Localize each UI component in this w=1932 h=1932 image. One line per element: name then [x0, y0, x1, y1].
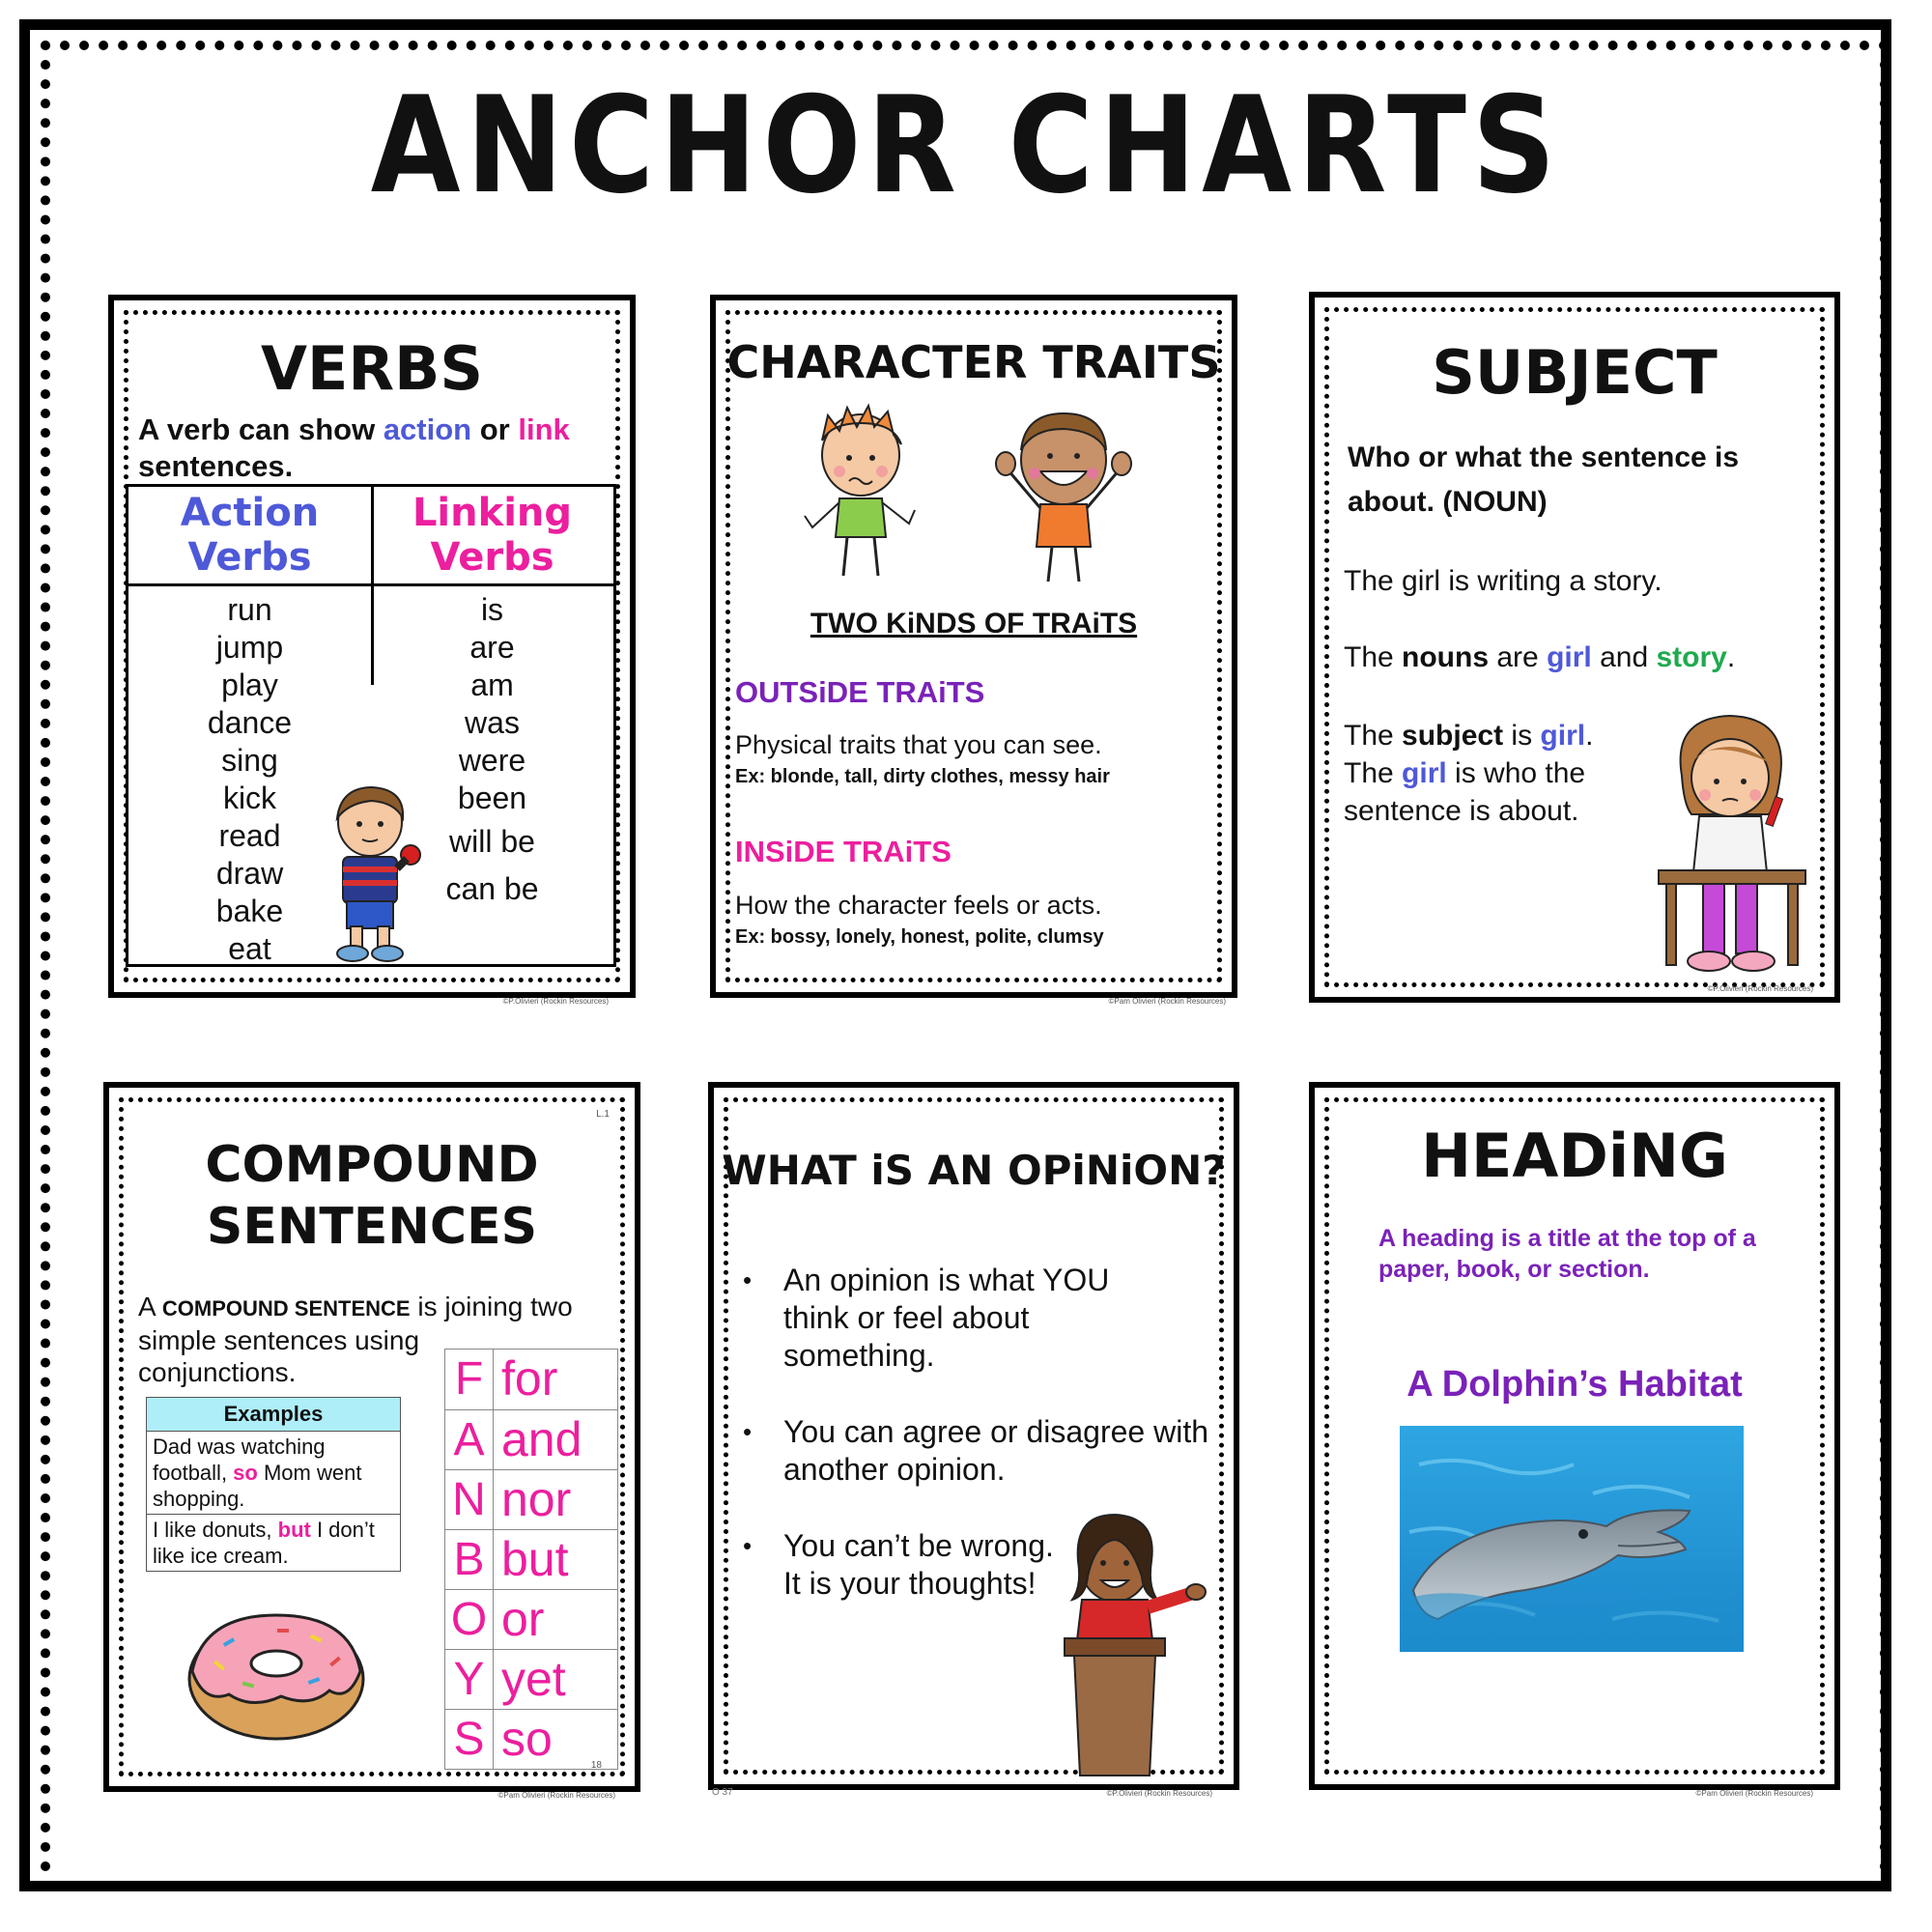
corner-label: O 37	[712, 1787, 733, 1798]
fanboys-row	[445, 1469, 617, 1529]
ex1-a: Dad was watching football,	[153, 1435, 326, 1485]
subj-word: subject	[1402, 720, 1504, 752]
list-item: were	[458, 743, 526, 778]
list-item: will be	[449, 824, 535, 859]
bullet-text: An opinion is what YOU think or feel about something.	[783, 1263, 1110, 1373]
nouns-word: nouns	[1402, 641, 1490, 673]
fanboys-letter: S	[445, 1710, 494, 1770]
list-item: is	[480, 592, 504, 627]
subject-card	[1309, 292, 1840, 1003]
who-text-b: is who the	[1446, 757, 1586, 789]
action-verbs-header	[128, 487, 371, 583]
compound-intro-line2: simple sentences using	[138, 1325, 420, 1355]
list-item: are	[469, 630, 515, 665]
verbs-table	[126, 484, 616, 967]
happy-boy-illustration	[986, 402, 1141, 585]
outside-traits-examples: Ex: blonde, tall, dirty clothes, messy hair	[735, 766, 1110, 787]
copyright-note: ©P.Olivieri (Rockin Resources)	[1707, 984, 1813, 993]
example-sentence: The girl is writing a story.	[1344, 565, 1662, 597]
bullet-item	[743, 1527, 1073, 1603]
heading-card	[1309, 1082, 1840, 1798]
compound-intro-line3: conjunctions.	[138, 1357, 297, 1387]
fanboys-row	[445, 1589, 617, 1649]
compound-title-line2: SENTENCES	[206, 1198, 538, 1256]
subject-line	[1344, 717, 1593, 754]
compound-title-line1: COMPOUND	[205, 1136, 539, 1194]
subject-title: SUBJECT	[1432, 337, 1718, 408]
bullet-item	[743, 1413, 1237, 1489]
verbs-title: VERBS	[261, 333, 483, 404]
list-item: bake	[215, 894, 284, 928]
compound-intro-line1	[138, 1291, 621, 1324]
verbs-intro-or: or	[471, 412, 519, 446]
nouns-story: story	[1656, 641, 1727, 673]
example-row	[147, 1432, 400, 1515]
fanboys-letter: N	[445, 1470, 494, 1530]
worried-boy-illustration	[793, 402, 928, 581]
bullet-dot: •	[743, 1417, 753, 1446]
action-verbs-header-line2: Verbs	[187, 535, 312, 580]
ex1-conj: so	[233, 1461, 258, 1485]
outside-traits-description: Physical traits that you can see.	[735, 730, 1102, 759]
intro-term: COMPOUND SENTENCE	[161, 1296, 411, 1321]
list-item: am	[470, 668, 514, 702]
compound-sentences-card	[103, 1082, 640, 1800]
traits-subtitle: TWO KiNDS OF TRAiTS	[810, 608, 1138, 639]
fanboys-word: but	[501, 1532, 569, 1586]
fanboys-word: so	[501, 1712, 553, 1766]
ex2-b: I don’t like ice cream.	[153, 1518, 375, 1568]
fanboys-row	[445, 1649, 617, 1709]
bullet-item	[743, 1262, 1160, 1375]
list-item: kick	[222, 781, 277, 815]
nouns-text-e: .	[1726, 641, 1736, 673]
list-item: play	[221, 668, 278, 702]
fanboys-letter: F	[445, 1350, 494, 1409]
copyright-note: ©P.Olivieri (Rockin Resources)	[1106, 1789, 1212, 1798]
bullet-text: You can’t be wrong. It is your thoughts!	[783, 1528, 1054, 1601]
subj-text-d: .	[1585, 720, 1594, 752]
nouns-girl: girl	[1547, 641, 1592, 673]
table-header-rule	[128, 583, 613, 586]
fanboys-word: or	[501, 1592, 545, 1646]
example-row	[147, 1515, 400, 1571]
ex2-conj: but	[277, 1518, 311, 1542]
inside-traits-examples: Ex: bossy, lonely, honest, polite, clumsy	[735, 926, 1104, 948]
inside-traits-description: How the character feels or acts.	[735, 891, 1102, 920]
who-line-2: sentence is about.	[1344, 795, 1579, 827]
who-girl: girl	[1402, 757, 1447, 789]
list-item: run	[227, 592, 272, 627]
subj-girl: girl	[1540, 720, 1586, 752]
copyright-note: ©Pam Olivieri (Rockin Resources)	[497, 1791, 615, 1800]
subj-text-a: The	[1344, 720, 1403, 752]
fanboys-table	[444, 1349, 618, 1770]
nouns-sentence	[1344, 641, 1735, 674]
verbs-intro	[138, 412, 621, 485]
heading-title: HEADiNG	[1421, 1121, 1728, 1191]
subject-definition: Who or what the sentence is about. (NOUN)	[1348, 441, 1740, 518]
who-line	[1344, 754, 1593, 792]
linking-verbs-header-line2: Verbs	[430, 535, 554, 580]
list-item: dance	[207, 705, 293, 740]
fanboys-letter: B	[445, 1530, 494, 1590]
verbs-intro-end: sentences.	[138, 449, 294, 483]
fanboys-row	[445, 1409, 617, 1469]
linking-verbs-header	[371, 487, 613, 583]
list-item: read	[218, 818, 281, 853]
opinion-card	[708, 1082, 1239, 1798]
speaker-at-podium-illustration	[1057, 1503, 1211, 1783]
copyright-note: ©P.Olivieri (Rockin Resources)	[502, 997, 609, 1006]
dolphin-photo	[1400, 1426, 1744, 1652]
corner-label: L.1	[596, 1109, 610, 1120]
donut-illustration	[185, 1607, 368, 1743]
subj-text-c: is	[1503, 720, 1541, 752]
compound-title	[109, 1134, 635, 1258]
page-number: 18	[590, 1760, 602, 1771]
character-traits-card	[710, 295, 1237, 1006]
list-item: was	[465, 705, 520, 740]
list-item: been	[457, 781, 527, 815]
copyright-note: ©Pam Olivieri (Rockin Resources)	[1695, 1789, 1813, 1798]
subject-explanation	[1344, 717, 1593, 830]
linking-verbs-header-line1: Linking	[412, 491, 573, 535]
list-item: jump	[215, 630, 284, 665]
traits-title: CHARACTER TRAITS	[726, 336, 1221, 388]
list-item: sing	[221, 743, 278, 778]
fanboys-row	[445, 1529, 617, 1589]
ex1-b: Mom went shopping.	[153, 1461, 362, 1511]
nouns-text-a: The	[1344, 641, 1403, 673]
fanboys-letter: Y	[445, 1650, 494, 1710]
example-heading: A Dolphin’s Habitat	[1406, 1364, 1743, 1405]
heading-definition: A heading is a title at the top of a paper, book, or section.	[1378, 1225, 1756, 1283]
fanboys-word: for	[501, 1351, 558, 1406]
fanboys-word: and	[501, 1412, 582, 1466]
ex2-a: I like donuts,	[153, 1518, 278, 1542]
bullet-text: You can agree or disagree with another opinion.	[783, 1414, 1208, 1487]
fanboys-word: nor	[501, 1472, 572, 1526]
fanboys-row	[445, 1350, 617, 1409]
bullet-dot: •	[743, 1531, 753, 1560]
inside-traits-heading: INSiDE TRAiTS	[735, 835, 952, 868]
verbs-intro-text: A verb can show	[138, 412, 384, 446]
writing-girl-illustration	[1653, 708, 1807, 979]
copyright-note: ©Pam Olivieri (Rockin Resources)	[1108, 997, 1226, 1006]
fanboys-letter: A	[445, 1410, 494, 1470]
fanboys-word: yet	[501, 1652, 566, 1706]
verbs-intro-link: link	[518, 412, 570, 446]
examples-header: Examples	[147, 1398, 400, 1432]
verbs-card	[108, 295, 636, 1006]
nouns-text-d: and	[1591, 641, 1657, 673]
fanboys-letter: O	[445, 1590, 494, 1650]
nouns-text-c: are	[1489, 641, 1548, 673]
boy-with-apple-illustration	[322, 781, 428, 965]
intro-a: A	[138, 1292, 162, 1321]
list-item: can be	[445, 871, 539, 906]
list-item: draw	[215, 856, 284, 891]
bullet-dot: •	[743, 1265, 753, 1294]
who-text-a: The	[1344, 757, 1403, 789]
page-title: ANCHOR CHARTS	[370, 69, 1562, 224]
action-verbs-header-line1: Action	[180, 491, 320, 535]
examples-box	[146, 1397, 401, 1572]
intro-b: is joining two	[410, 1292, 573, 1321]
verbs-intro-action: action	[383, 412, 472, 446]
opinion-title: WHAT iS AN OPiNiON?	[722, 1147, 1226, 1194]
outside-traits-heading: OUTSiDE TRAiTS	[735, 675, 985, 709]
list-item: eat	[228, 931, 271, 966]
